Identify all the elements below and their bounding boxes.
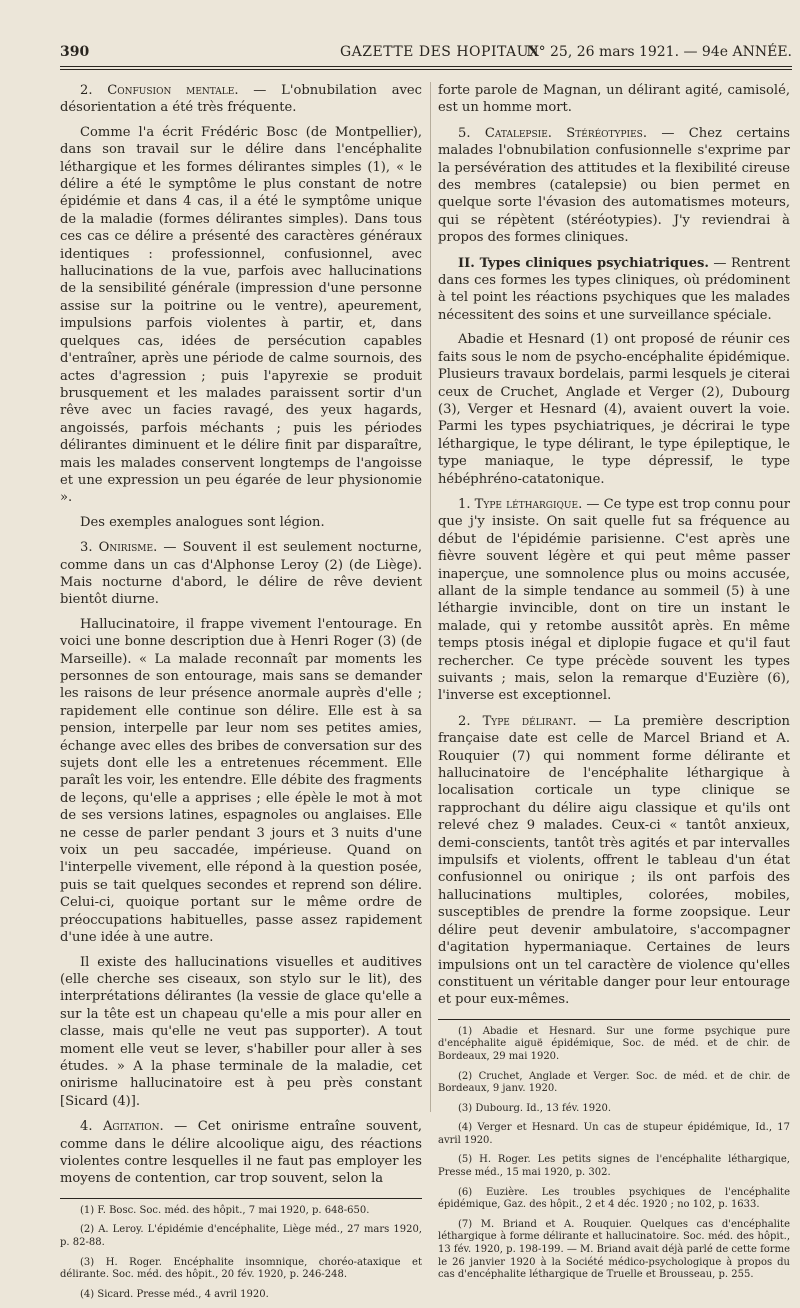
paragraph bbox=[438, 125, 790, 247]
paragraph-text: — Souvent il est seulement nocturne, comme dans un cas d'Alphonse Leroy (2) (de Liège). Mais nocturne d'abord, le délire de rêve devient bientôt diurne. bbox=[60, 540, 422, 608]
paragraph-text: — Ce type est trop connu pour que j'y insiste. On sait quelle fut sa fréquence au début de l'épidémie parisienne. C'est après une fièvre souvent légère et qui peut même passer inaperçue, une somnolence plus ou moins accusée, allant de la simple tendance au sommeil (5) à une léthargie invincible, dont on tire un instant le malade, qui y retombe aussitôt après. En même temps ptosis inégal et diplopie fugace et qu'il faut rechercher. Ce type précède souvent les types suivants ; mais, selon la remarque d'Euzière (6), l'inverse est exceptionnel. bbox=[438, 496, 791, 704]
section-heading: 5. Catalepsie. Stéréotypies. bbox=[458, 125, 647, 141]
paragraph bbox=[60, 539, 422, 609]
paragraph-text: — Chez certains malades l'obnubilation confusionnelle s'exprime par la persévération des attitudes et la flexibilité cireuse des membres (catalepsie) ou bien permet en quelque sorte l'évasion des automatismes moteurs, qui se répètent (stéréotypies). J'y reviendrai à propos des formes cliniques. bbox=[438, 125, 790, 246]
section-heading: 4. Agitation. bbox=[80, 1119, 164, 1135]
footnote: (1) Abadie et Hesnard. Sur une forme psychique pure d'encéphalite aiguë épidémique, Soc. de méd. et de chir. de Bordeaux, 29 mai 1920. bbox=[438, 1025, 790, 1062]
footnote: (3) H. Roger. Encéphalite insomnique, choréo-ataxique et délirante. Soc. méd. des hôpit., 20 fév. 1920, p. 246-248. bbox=[60, 1256, 422, 1281]
left-column bbox=[60, 82, 422, 1308]
paragraph bbox=[438, 713, 790, 1009]
footnote: (4) Verger et Hesnard. Un cas de stupeur épidémique, Id., 17 avril 1920. bbox=[438, 1122, 790, 1146]
paragraph: Abadie et Hesnard (1) ont proposé de réunir ces faits sous le nom de psycho-encéphalite épidémique. Plusieurs travaux bordelais, parmi lesquels je citerai ceux de Cruchet, Anglade et Verger (2), Dubourg (3), Verger et Hesnard (4), avaient ouvert la voie. Parmi les types psychiatriques, je décrirai le type léthargique, le type délirant, le type épileptique, le type maniaque, le type dépressif, le type hébéphréno-catatonique. bbox=[438, 332, 790, 487]
footnote: (1) F. Bosc. Soc. méd. des hôpit., 7 mai 1920, p. 648-650. bbox=[80, 1204, 370, 1216]
footnote: (2) Cruchet, Anglade et Verger. Soc. de méd. et de chir. de Bordeaux, 9 janv. 1920. bbox=[438, 1070, 790, 1095]
header-rule bbox=[60, 66, 792, 67]
footnote: (5) H. Roger. Les petits signes de l'encéphalite léthargique, Presse méd., 15 mai 1920, p. 302. bbox=[438, 1154, 790, 1179]
section-heading: 2. Confusion mentale. bbox=[80, 83, 239, 98]
paragraph: Comme l'a écrit Frédéric Bosc (de Montpellier), dans son travail sur le délire dans l'encéphalite léthargique et les formes délirantes simples (1), « le délire a été le symptôme le plus constant de notre épidémie et dans 4 cas, il a été le symptôme unique de la maladie (formes délirantes simples). Dans tous ces cas ce délire a présenté des caractères généraux identiques : professionnel, confusionnel, avec hallucinations de la vue, parfois avec hallucinations de la sensibilité générale (impression d'une personne assise sur la poitrine ou le ventre), apeurement, impulsions parfois violentes à partir, et, dans quelques cas, idées de persécution capables d'entraîner, après une période de calme sournois, des actes d'agression ; puis l'apyrexie se produit brusquement et les malades paraissent sortir d'un rêve avec un facies ravagé, des yeux hagards, angoissés, parfois méchants ; puis les périodes délirantes diminuent et le délire finit par disparaître, mais les malades conservent longtemps de l'angoisse et une expression un peu égarée de leur physionomie ». bbox=[60, 124, 422, 506]
section-heading: 3. Onirisme. bbox=[80, 540, 158, 556]
paragraph-text: — Rentrent dans ces formes les types cliniques, où prédominent à tel point les réactions psychiques que les malades nécessitent des soins et une surveillance spéciale. bbox=[438, 255, 790, 323]
column-separator bbox=[430, 82, 431, 1112]
paragraph bbox=[60, 82, 422, 117]
issue-info: N° 25, 26 mars 1921. — 94e ANNÉE. bbox=[526, 44, 792, 60]
section-heading: 1. Type léthargique. bbox=[458, 496, 583, 512]
running-header bbox=[60, 40, 792, 64]
paragraph bbox=[60, 1118, 422, 1188]
paragraph-text: — La première description française date est celle de Marcel Briand et A. Rouquier (7) qui nomment forme délirante et hallucinatoire de l'encéphalite léthargique à localisation corticale un type clinique se rapprochant du délire aigu classique et qu'ils ont relevé chez 9 malades. Ceux-ci « tantôt anxieux, demi-conscients, tantôt très agités et par intervalles impulsifs et violents, offrent le tableau d'un état confusionnel ou onirique ; ils ont parfois des hallucinations multiples, colorées, mobiles, susceptibles de prendre la forme zoopsique. Leur délire peut devenir ambulatoire, s'accompagner d'agitation hypermaniaque. Certaines de leurs impulsions ont un tel caractère de violence qu'elles constituent un véritable danger pour leur entourage et pour eux-mêmes. bbox=[438, 713, 790, 1008]
section-heading: 2. Type délirant. bbox=[458, 713, 577, 729]
paragraph-text: — Cet onirisme entraîne souvent, comme dans le délire alcoolique aigu, des réactions violentes contre lesquelles il ne faut pas employer les moyens de contention, car trop souvent, selon la bbox=[60, 1119, 423, 1187]
paragraph-text: — L'obnubilation avec désorientation a été très fréquente. bbox=[60, 83, 422, 116]
header-rule-second bbox=[60, 69, 792, 70]
section-heading: II. Types cliniques psychiatriques. bbox=[458, 255, 709, 271]
right-column bbox=[438, 82, 790, 1289]
footnote: (3) Dubourg. Id., 13 fév. 1920. bbox=[458, 1102, 612, 1114]
paragraph: Hallucinatoire, il frappe vivement l'entourage. En voici une bonne description due à Henri Roger (3) (de Marseille). « La malade reconnaît par moments les personnes de son entourage, mais sans se demander les raisons de leur présence anormale auprès d'elle ; rapidement elle continue son délire. Elle est à sa pension, interpelle par leur nom ses petites amies, échange avec elles des bribes de conversation sur des sujets dont elle les a entretenues récemment. Elle paraît les voir, les entendre. Elle débite des fragments de leçons, qu'elle a apprises ; elle épèle le mot à mot de ses versions latines, espagnoles ou anglaises. Elle ne cesse de parler pendant 3 jours et 3 nuits d'une voix un peu saccadée, impérieuse. Quand on l'interpelle vivement, elle répond à la question posée, puis se tait quelques secondes et reprend son délire. Celui-ci, quoique portant sur le même ordre de préoccupations habituelles, passe assez rapidement d'une idée à une autre. bbox=[60, 616, 422, 946]
paragraph: Des exemples analogues sont légion. bbox=[80, 514, 325, 530]
footnote: (2) A. Leroy. L'épidémie d'encéphalite, Liège méd., 27 mars 1920, p. 82-88. bbox=[60, 1224, 422, 1248]
footnote: (4) Sicard. Presse méd., 4 avril 1920. bbox=[80, 1288, 269, 1300]
paragraph: Il existe des hallucinations visuelles et auditives (elle cherche ses ciseaux, son stylo sur le lit), des interprétations délirantes (la vessie de glace qu'elle a sur la tête est un chapeau qu'elle a mis pour aller en classe, mais qu'elle ne veut pas supporter). A tout moment elle veut se lever, s'habiller pour aller à ses études. » A la phase terminale de la maladie, cet onirisme hallucinatoire est à peu près constant [Sicard (4)]. bbox=[60, 954, 422, 1109]
paragraph: forte parole de Magnan, un délirant agité, camisolé, est un homme mort. bbox=[438, 83, 790, 116]
footnote-rule bbox=[438, 1019, 790, 1020]
footnote: (6) Euzière. Les troubles psychiques de l'encéphalite épidémique, Gaz. des hôpit., 2 et 4 déc. 1920 ; no 102, p. 1633. bbox=[438, 1186, 790, 1211]
footnote-rule bbox=[60, 1198, 422, 1199]
paragraph bbox=[438, 496, 790, 705]
footnote: (7) M. Briand et A. Rouquier. Quelques cas d'encéphalite léthargique à forme délirante et hallucinatoire. Soc. méd. des hôpit., 13 fév. 1920, p. 198-199. — M. Briand avait déjà parlé de cette forme le 26 janvier 1920 à la Société médico-psychologique à propos du cas d'encéphalite léthargique de Truelle et Brousseau, p. 255. bbox=[438, 1218, 790, 1281]
page-number: 390 bbox=[60, 44, 90, 60]
journal-title: GAZETTE DES HOPITAUX bbox=[340, 44, 540, 60]
paragraph bbox=[438, 255, 790, 325]
